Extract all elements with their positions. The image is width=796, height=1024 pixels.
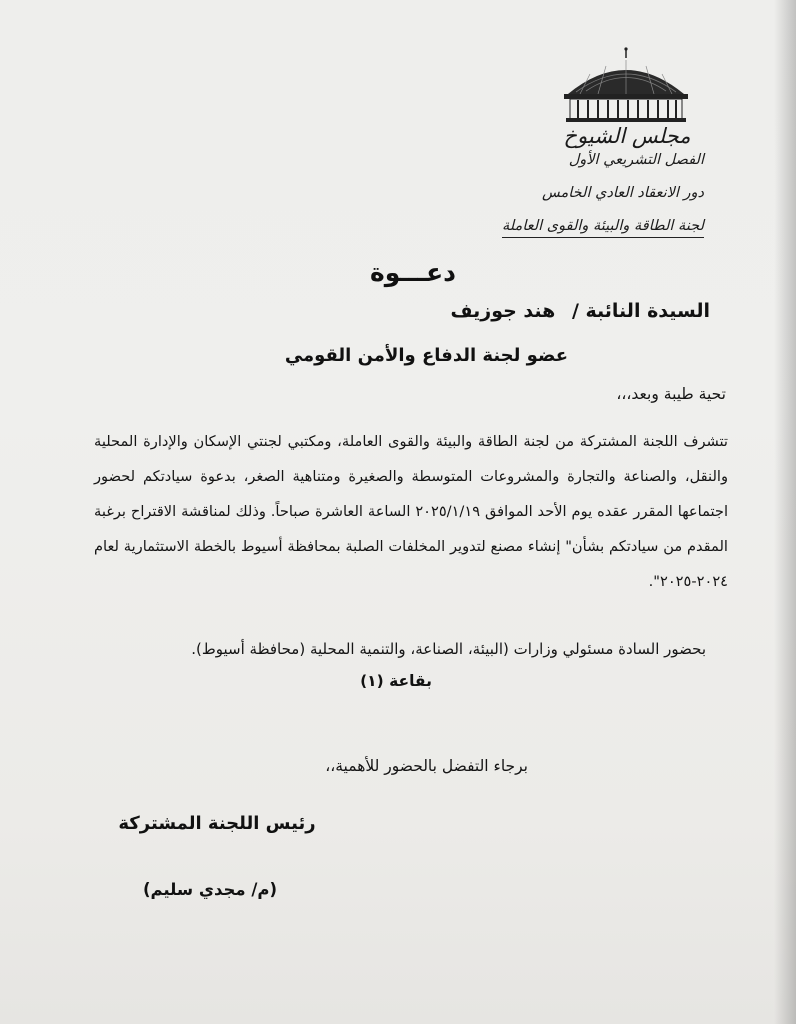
- page-edge-shadow: [774, 0, 796, 1024]
- legislative-term: الفصل التشريعي الأول: [568, 152, 704, 168]
- document-title: دعـــوة: [370, 258, 456, 287]
- senate-logo-wordmark: مجلس الشيوخ: [563, 124, 691, 148]
- signatory-name: (م/ مجدي سليم): [142, 880, 278, 899]
- addressee-role: عضو لجنة الدفاع والأمن القومي: [284, 345, 568, 366]
- addressee-honorific: السيدة النائبة /: [571, 300, 710, 322]
- attendance-note: بحضور السادة مسئولي وزارات (البيئة، الصناعة، والتنمية المحلية (محافظة أسيوط).: [191, 640, 706, 658]
- closing-line: برجاء التفضل بالحضور للأهمية،،: [325, 757, 528, 775]
- session-round: دور الانعقاد العادي الخامس: [542, 185, 704, 201]
- senate-logo: [556, 44, 696, 148]
- addressee-name: هند جوزيف: [450, 300, 556, 322]
- committee-name: لجنة الطاقة والبيئة والقوى العاملة: [502, 218, 704, 238]
- signatory-title: رئيس اللجنة المشتركة: [118, 813, 316, 834]
- invitation-body: تتشرف اللجنة المشتركة من لجنة الطاقة والبيئة والقوى العاملة، ومكتبي لجنتي الإسكان والإدارة المحلية والنقل، والصناعة والتجارة والمشروعات المتوسطة والصغيرة ومتناهية الصغر، بدعوة سيادتكم لحضور اجتماعها المقرر عقده يوم الأحد الموافق ٢٠٢٥/١/١٩ الساعة العاشرة صباحاً. وذلك لمناقشة الاقتراح برغبة المقدم من سيادتكم بشأن" إنشاء مصنع لتدوير المخلفات الصلبة بمحافظة أسيوط بالخطة الاستثمارية لعام ٢٠٢٤-٢٠٢٥".: [94, 433, 728, 590]
- addressee: [451, 300, 711, 322]
- meeting-hall: بقاعة (١): [360, 672, 432, 690]
- greeting: تحية طيبة وبعد،،،: [616, 385, 726, 403]
